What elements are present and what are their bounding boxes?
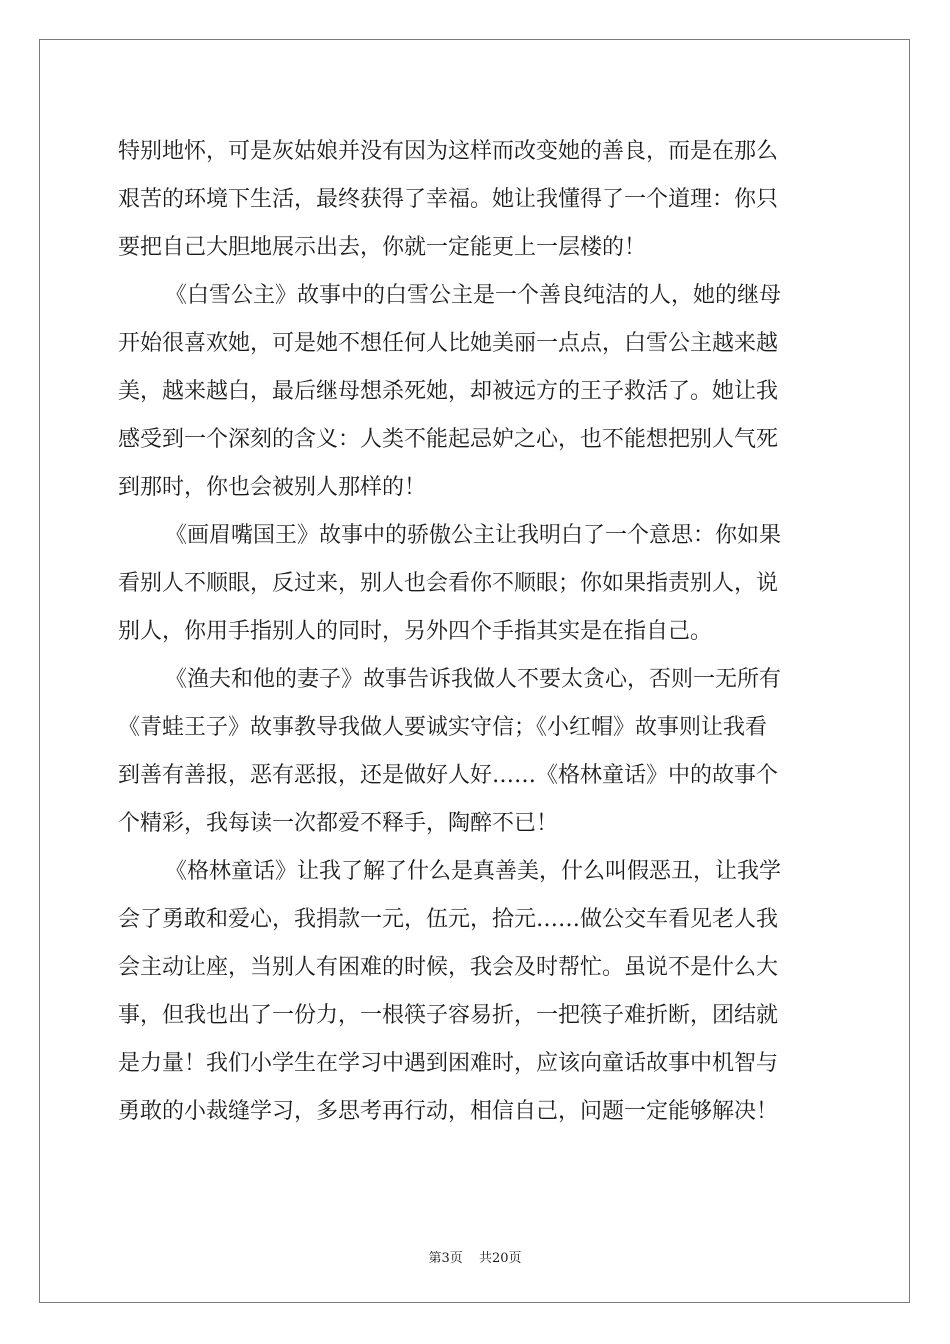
text-line: 个精彩，我每读一次都爱不释手，陶醉不已！ [118, 811, 559, 836]
text-line: 《渔夫和他的妻子》故事告诉我做人不要太贪心，否则一无所有 [165, 667, 782, 692]
text-line: 《青蛙王子》故事教导我做人要诚实守信；《小红帽》故事则让我看 [118, 715, 768, 740]
document-body [118, 128, 832, 1136]
text-line: 要把自己大胆地展示出去，你就一定能更上一层楼的！ [118, 235, 647, 260]
text-line: 《格林童话》让我了解了什么是真善美，什么叫假恶丑，让我学 [165, 859, 782, 884]
page-number: 第3页 [428, 1251, 463, 1266]
text-line: 美，越来越白，最后继母想杀死她，却被远方的王子救活了。她让我 [118, 379, 779, 404]
text-line: 会了勇敢和爱心，我捐款一元，伍元，拾元……做公交车看见老人我 [118, 907, 779, 932]
text-line: 是力量！我们小学生在学习中遇到困难时，应该向童话故事中机智与 [118, 1051, 779, 1076]
text-line: 会主动让座，当别人有困难的时候，我会及时帮忙。虽说不是什么大 [118, 955, 779, 980]
text-line: 艰苦的环境下生活，最终获得了幸福。她让我懂得了一个道理：你只 [118, 187, 779, 212]
text-line: 《白雪公主》故事中的白雪公主是一个善良纯洁的人，她的继母 [165, 283, 782, 308]
page-footer [0, 1247, 950, 1266]
text-line: 别人，你用手指别人的同时，另外四个手指其实是在指自己。 [118, 619, 713, 644]
text-line: 感受到一个深刻的含义：人类不能起忌妒之心，也不能想把别人气死 [118, 427, 779, 452]
text-line: 特别地怀，可是灰姑娘并没有因为这样而改变她的善良，而是在那么 [118, 139, 779, 164]
text-line: 到善有善报，恶有恶报，还是做好人好……《格林童话》中的故事个 [118, 763, 779, 788]
text-line: 事，但我也出了一份力，一根筷子容易折，一把筷子难折断，团结就 [118, 1003, 779, 1028]
text-line: 勇敢的小裁缝学习，多思考再行动，相信自己，问题一定能够解决！ [118, 1099, 779, 1124]
text-line: 到那时，你也会被别人那样的！ [118, 475, 427, 500]
text-line: 《画眉嘴国王》故事中的骄傲公主让我明白了一个意思：你如果 [165, 523, 782, 548]
total-pages: 共20页 [478, 1251, 522, 1266]
text-line: 开始很喜欢她，可是她不想任何人比她美丽一点点，白雪公主越来越 [118, 331, 779, 356]
text-line: 看别人不顺眼，反过来，别人也会看你不顺眼；你如果指责别人，说 [118, 571, 779, 596]
